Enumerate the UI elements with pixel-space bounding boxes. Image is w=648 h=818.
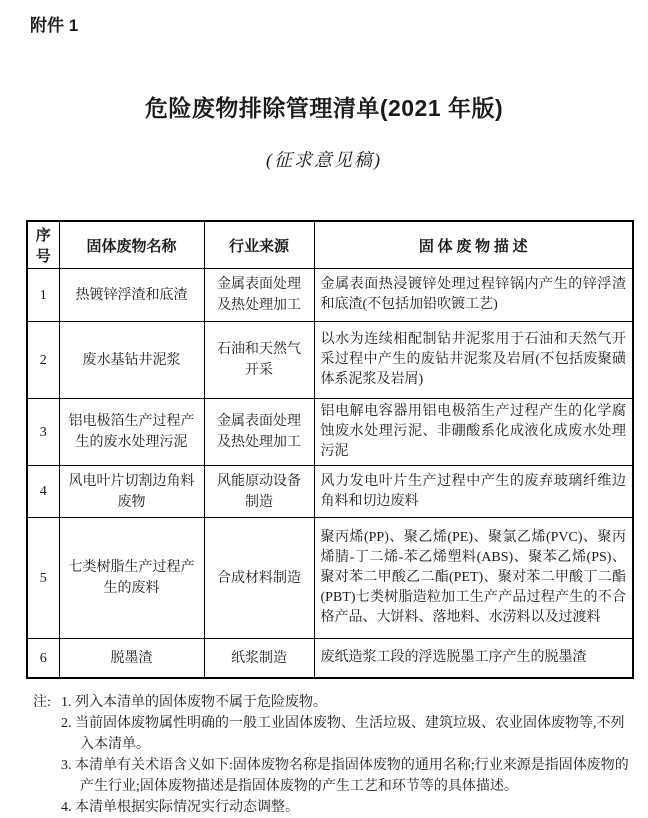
col-header-serial: 序号 — [27, 221, 59, 269]
waste-name-cell: 风电叶片切割边角料废物 — [59, 466, 204, 518]
waste-description-cell: 以水为连续相配制钻井泥浆用于石油和天然气开采过程中产生的废钻井泥浆及岩屑(不包括废聚磺体系泥浆及岩屑) — [314, 322, 633, 399]
note-item: 3. 本清单有关术语含义如下:固体废物名称是指固体废物的通用名称;行业来源是指固体废物的产生行业;固体废物描述是指固体废物的产生工艺和环节等的具体描述。 — [61, 758, 629, 794]
notes-label: 注: — [33, 695, 51, 710]
col-header-waste-name: 固体废物名称 — [59, 221, 204, 269]
waste-description-cell: 金属表面热浸镀锌处理过程锌锅内产生的锌浮渣和底渣(不包括加铅吹镀工艺) — [314, 269, 633, 322]
industry-source-cell: 合成材料制造 — [204, 518, 314, 639]
col-header-waste-description: 固 体 废 物 描 述 — [314, 221, 633, 269]
industry-source-cell: 金属表面处理及热处理加工 — [204, 269, 314, 322]
serial-cell: 6 — [27, 639, 59, 679]
serial-cell: 4 — [27, 466, 59, 518]
waste-description-cell: 风力发电叶片生产过程中产生的废弃玻璃纤维边角料和切边废料 — [314, 466, 633, 518]
waste-description-cell: 聚丙烯(PP)、聚乙烯(PE)、聚氯乙烯(PVC)、聚丙烯腈-丁二烯-苯乙烯塑料(ABS)、聚苯乙烯(PS)、聚对苯二甲酸乙二酯(PET)、聚对苯二甲酸丁二酯(PBT)七类树脂造粒加工生产产品过程产生的不合格产品、大饼料、落地料、水涝料以及过渡料 — [314, 518, 633, 639]
waste-list-table — [26, 220, 634, 679]
waste-name-cell: 脱墨渣 — [59, 639, 204, 679]
note-item: 4. 本清单根据实际情况实行动态调整。 — [61, 800, 299, 815]
table-header-row — [27, 221, 633, 269]
page-subtitle: (征求意见稿) — [266, 150, 382, 170]
serial-cell: 2 — [27, 322, 59, 399]
serial-cell: 3 — [27, 399, 59, 466]
waste-description-cell: 废纸造浆工段的浮选脱墨工序产生的脱墨渣 — [314, 639, 633, 679]
waste-name-cell: 废水基钻井泥浆 — [59, 322, 204, 399]
industry-source-cell: 纸浆制造 — [204, 639, 314, 679]
note-item: 1. 列入本清单的固体废物不属于危险废物。 — [61, 695, 327, 710]
industry-source-cell: 金属表面处理及热处理加工 — [204, 399, 314, 466]
table-row — [27, 466, 633, 518]
waste-name-cell: 铝电极箔生产过程产生的废水处理污泥 — [59, 399, 204, 466]
waste-name-cell: 七类树脂生产过程产生的废料 — [59, 518, 204, 639]
industry-source-cell: 石油和天然气开采 — [204, 322, 314, 399]
col-header-industry-source: 行业来源 — [204, 221, 314, 269]
note-item: 2. 当前固体废物属性明确的一般工业固体废物、生活垃圾、建筑垃圾、农业固体废物等,不列入本清单。 — [61, 716, 625, 752]
table-row — [27, 518, 633, 639]
table-row — [27, 322, 633, 399]
table-row — [27, 399, 633, 466]
page-title: 危险废物排除管理清单(2021 年版) — [144, 95, 504, 121]
waste-name-cell: 热镀锌浮渣和底渣 — [59, 269, 204, 322]
serial-cell: 1 — [27, 269, 59, 322]
table-row — [27, 639, 633, 679]
waste-description-cell: 铝电解电容器用铝电极箔生产过程产生的化学腐蚀废水处理污泥、非硼酸系化成液化成废水处理污泥 — [314, 399, 633, 466]
industry-source-cell: 风能原动设备制造 — [204, 466, 314, 518]
notes — [33, 692, 632, 818]
attachment-label: 附件 1 — [30, 16, 79, 35]
serial-cell: 5 — [27, 518, 59, 639]
table-row — [27, 269, 633, 322]
